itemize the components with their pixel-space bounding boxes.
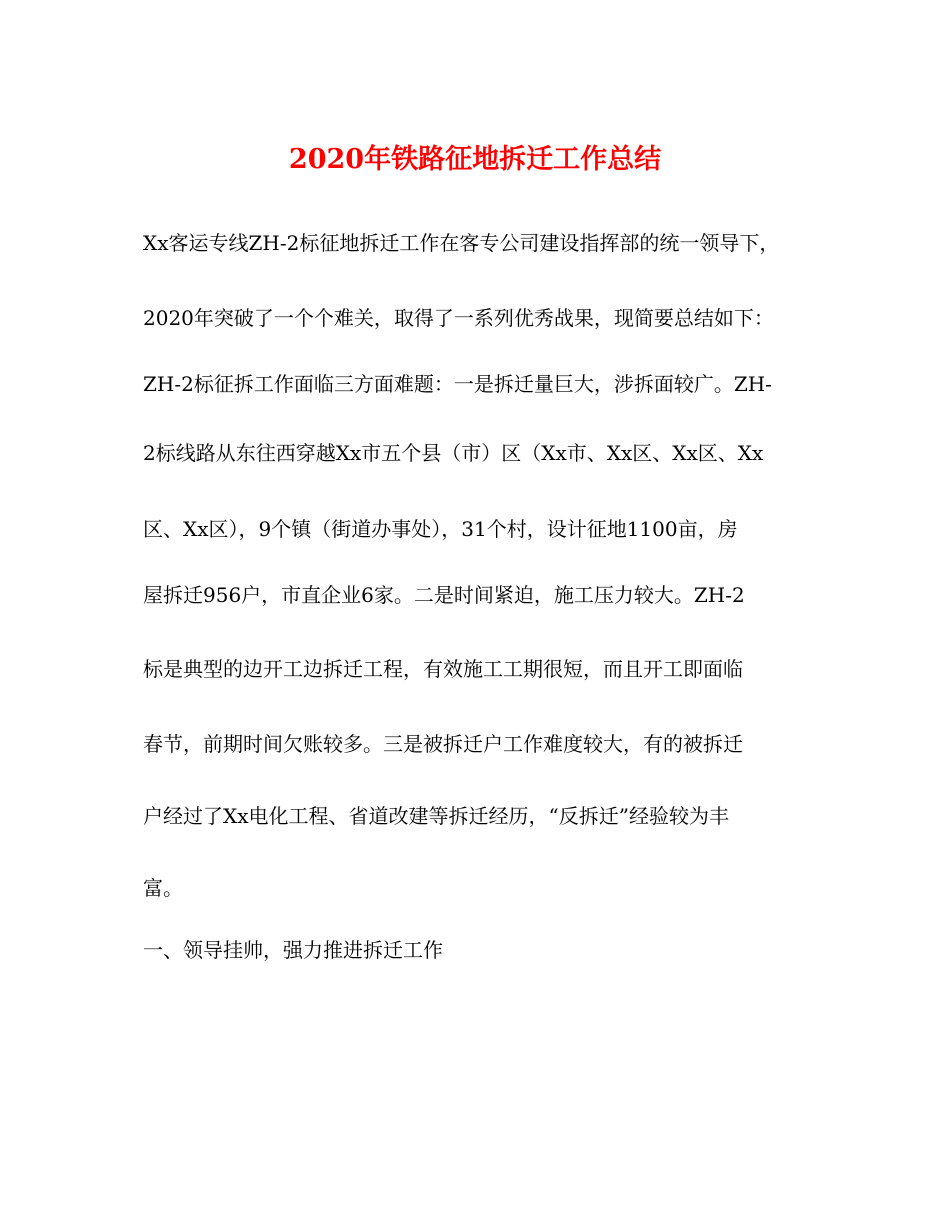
body-line-3: ZH-2标征拆工作面临三方面难题：一是拆迁量巨大，涉拆面较广。ZH- xyxy=(143,372,772,396)
body-line-5: 区、Xx区），9个镇（街道办事处），31个村，设计征地1100亩，房 xyxy=(143,517,738,541)
body-line-9: 户经过了Xx电化工程、省道改建等拆迁经历，“反拆迁”经验较为丰 xyxy=(143,804,729,828)
body-line-7: 标是典型的边开工边拆迁工程，有效施工工期很短，而且开工即面临 xyxy=(143,657,743,681)
body-line-6: 屋拆迁956户，市直企业6家。二是时间紧迫，施工压力较大。ZH-2 xyxy=(143,583,745,607)
body-line-1: Xx客运专线ZH-2标征地拆迁工作在客专公司建设指挥部的统一领导下， xyxy=(143,231,780,255)
body-line-10: 富。 xyxy=(143,876,183,900)
body-line-4: 2标线路从东往西穿越Xx市五个县（市）区（Xx市、Xx区、Xx区、Xx xyxy=(143,441,764,465)
body-line-8: 春节，前期时间欠账较多。三是被拆迁户工作难度较大，有的被拆迁 xyxy=(143,732,743,756)
body-line-2: 2020年突破了一个个难关，取得了一系列优秀战果，现简要总结如下： xyxy=(143,306,774,330)
section-heading-1: 一、领导挂帅，强力推进拆迁工作 xyxy=(143,938,443,962)
document-title: 2020年铁路征地拆迁工作总结 xyxy=(288,144,662,175)
